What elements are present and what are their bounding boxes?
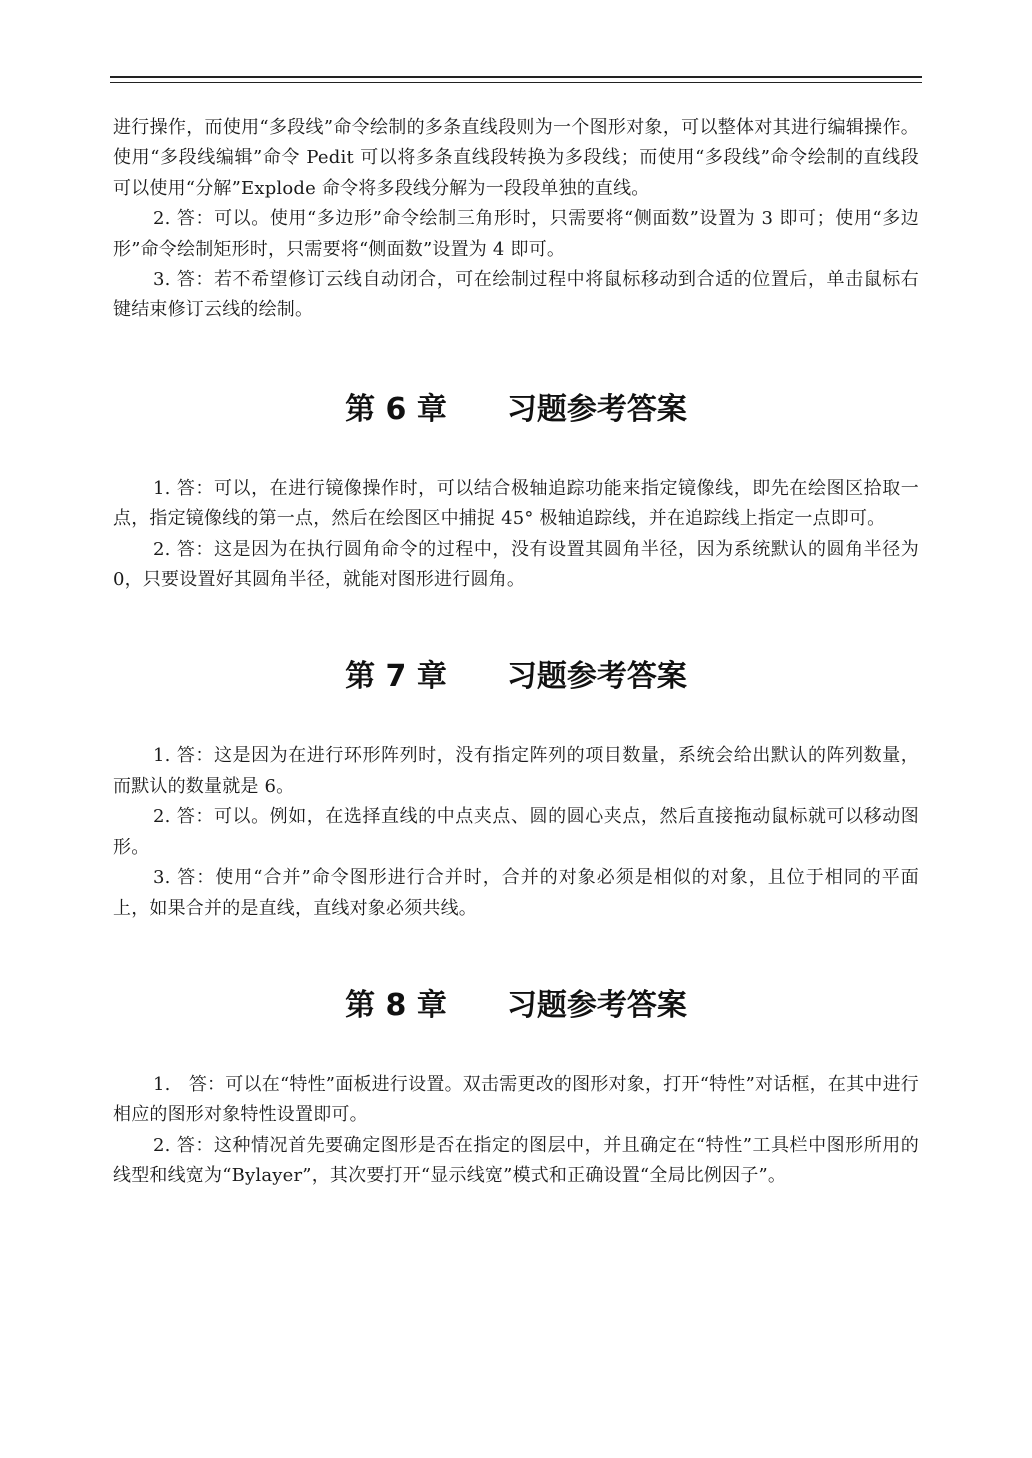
header-rule-thick: [110, 76, 922, 78]
page-content: [113, 113, 919, 1192]
chapter-8-section: [113, 980, 919, 1192]
chapter-heading: 第 8 章 习题参考答案: [345, 987, 687, 1023]
chapter-6-section: [113, 384, 919, 596]
answer-paragraph: 2. 答：这是因为在执行圆角命令的过程中，没有设置其圆角半径，因为系统默认的圆角半径为 0，只要设置好其圆角半径，就能对图形进行圆角。: [113, 538, 919, 591]
header-rule-thin: [110, 82, 922, 83]
chapter-heading: 第 7 章 习题参考答案: [345, 659, 687, 695]
chapter-heading: 第 6 章 习题参考答案: [345, 391, 687, 427]
answer-paragraph: 2. 答：可以。使用“多边形”命令绘制三角形时，只需要将“侧面数”设置为 3 即可；使用“多边形”命令绘制矩形时，只需要将“侧面数”设置为 4 即可。: [113, 208, 919, 260]
answer-paragraph: 1. 答：可以在“特性”面板进行设置。双击需更改的图形对象，打开“特性”对话框，在其中进行相应的图形对象特性设置即可。: [113, 1073, 919, 1126]
chapter-7-section: [113, 651, 919, 923]
answer-paragraph: 2. 答：可以。例如，在选择直线的中点夹点、圆的圆心夹点，然后直接拖动鼠标就可以移动图形。: [113, 806, 919, 858]
continuation-paragraph: 进行操作，而使用“多段线”命令绘制的多条直线段则为一个图形对象，可以整体对其进行编辑操作。使用“多段线编辑”命令 Pedit 可以将多条直线段转换为多段线；而使用“多段线”命令绘制的直线段可以使用“分解”Explode 命令将多段线分解为一段段单独的直线。: [113, 117, 919, 199]
answer-paragraph: 3. 答：若不希望修订云线自动闭合，可在绘制过程中将鼠标移动到合适的位置后，单击鼠标右键结束修订云线的绘制。: [113, 269, 919, 321]
answer-paragraph: 3. 答：使用“合并”命令图形进行合并时，合并的对象必须是相似的对象，且位于相同的平面上，如果合并的是直线，直线对象必须共线。: [113, 867, 919, 919]
answer-paragraph: 1. 答：可以，在进行镜像操作时，可以结合极轴追踪功能来指定镜像线，即先在绘图区拾取一点，指定镜像线的第一点，然后在绘图区中捕捉 45° 极轴追踪线，并在追踪线上指定一点即可。: [113, 477, 919, 530]
answer-paragraph: 1. 答：这是因为在进行环形阵列时，没有指定阵列的项目数量，系统会给出默认的阵列数量，而默认的数量就是 6。: [113, 745, 919, 797]
answer-paragraph: 2. 答：这种情况首先要确定图形是否在指定的图层中，并且确定在“特性”工具栏中图形所用的线型和线宽为“Bylayer”，其次要打开“显示线宽”模式和正确设置“全局比例因子”。: [113, 1134, 919, 1187]
